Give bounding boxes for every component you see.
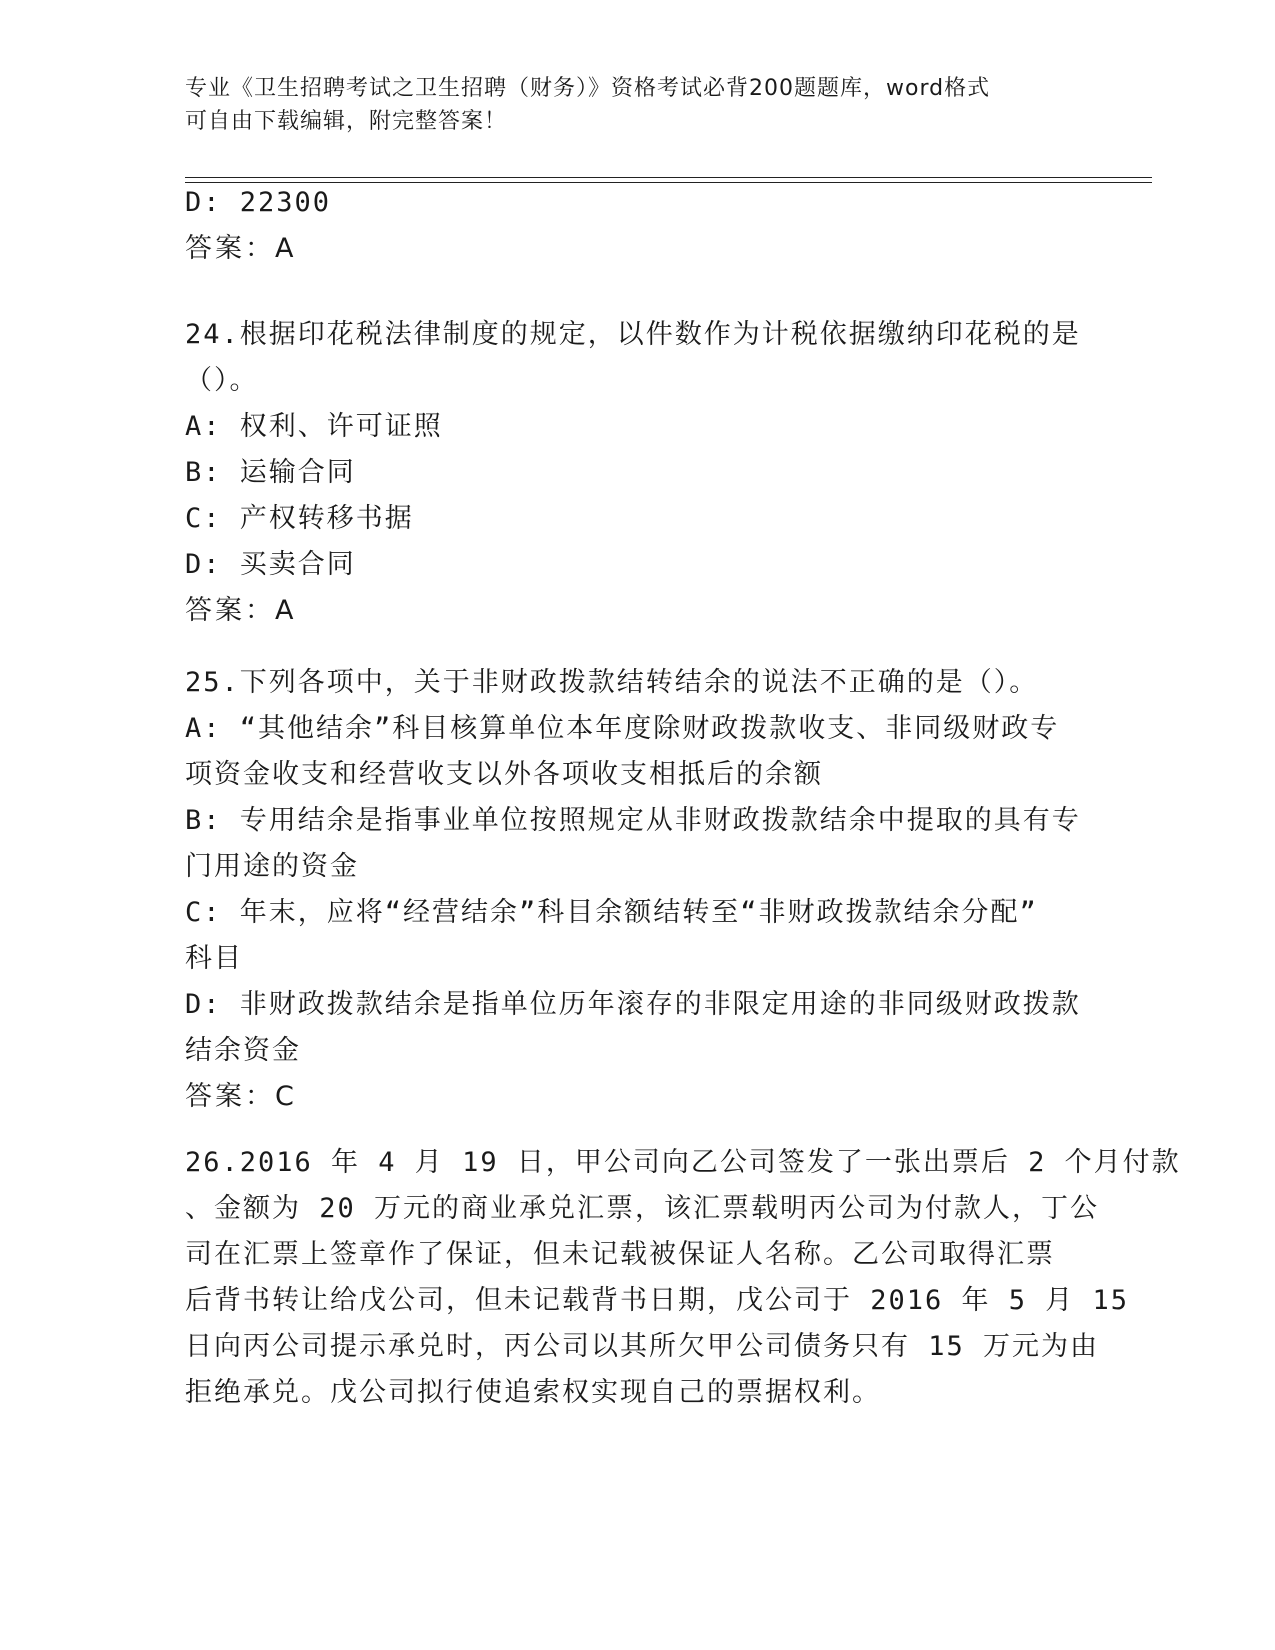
- header-divider-top: [185, 177, 1152, 178]
- header-title-line-1: 专业《卫生招聘考试之卫生招聘（财务）》资格考试必背200题题库，word格式: [185, 76, 991, 101]
- question-stem-line-2: （）。: [185, 365, 259, 396]
- question-25: [185, 660, 1081, 1120]
- question-stem-line-1: 24.根据印花税法律制度的规定，以件数作为计税依据缴纳印花税的是: [185, 319, 1081, 350]
- option-a: A: 权利、许可证照: [185, 411, 443, 442]
- option-b-line-2: 门用途的资金: [185, 851, 359, 882]
- answer: 答案：A: [185, 595, 297, 626]
- question-text-line-2: 、金额为 20 万元的商业承兑汇票，该汇票载明丙公司为付款人，丁公: [185, 1193, 1100, 1224]
- question-text-line-3: 司在汇票上签章作了保证，但未记载被保证人名称。乙公司取得汇票: [185, 1239, 1055, 1270]
- option-b-line-1: B: 专用结余是指事业单位按照规定从非财政拨款结余中提取的具有专: [185, 805, 1081, 836]
- question-text-line-1: 26.2016 年 4 月 19 日，甲公司向乙公司签发了一张出票后 2 个月付款: [185, 1147, 1181, 1178]
- option-b: B: 运输合同: [185, 457, 356, 488]
- question-text-line-5: 日向丙公司提示承兑时，丙公司以其所欠甲公司债务只有 15 万元为由: [185, 1331, 1100, 1362]
- option-a-line-1: A: “其他结余”科目核算单位本年度除财政拨款收支、非同级财政专: [185, 713, 1060, 744]
- option-d: D: 22300: [185, 187, 332, 218]
- option-a-line-2: 项资金收支和经营收支以外各项收支相抵后的余额: [185, 759, 823, 790]
- header-title-line-2: 可自由下载编辑，附完整答案！: [185, 109, 508, 134]
- option-c-line-1: C: 年末，应将“经营结余”科目余额结转至“非财政拨款结余分配”: [185, 897, 1038, 928]
- question-text-line-4: 后背书转让给戊公司，但未记载背书日期，戊公司于 2016 年 5 月 15: [185, 1285, 1130, 1316]
- question-26: [185, 1140, 1181, 1416]
- question-text-line-6: 拒绝承兑。戊公司拟行使追索权实现自己的票据权利。: [185, 1377, 881, 1408]
- option-d-line-1: D: 非财政拨款结余是指单位历年滚存的非限定用途的非同级财政拨款: [185, 989, 1081, 1020]
- option-d-line-2: 结余资金: [185, 1035, 301, 1066]
- answer: 答案：A: [185, 233, 297, 264]
- option-c: C: 产权转移书据: [185, 503, 414, 534]
- question-stem: 25.下列各项中，关于非财政拨款结转结余的说法不正确的是（）。: [185, 667, 1039, 698]
- document-header: [185, 72, 1065, 138]
- option-d: D: 买卖合同: [185, 549, 356, 580]
- answer: 答案：C: [185, 1081, 297, 1112]
- question-24: [185, 312, 1081, 634]
- option-c-line-2: 科目: [185, 943, 243, 974]
- question-23-tail: [185, 180, 1075, 272]
